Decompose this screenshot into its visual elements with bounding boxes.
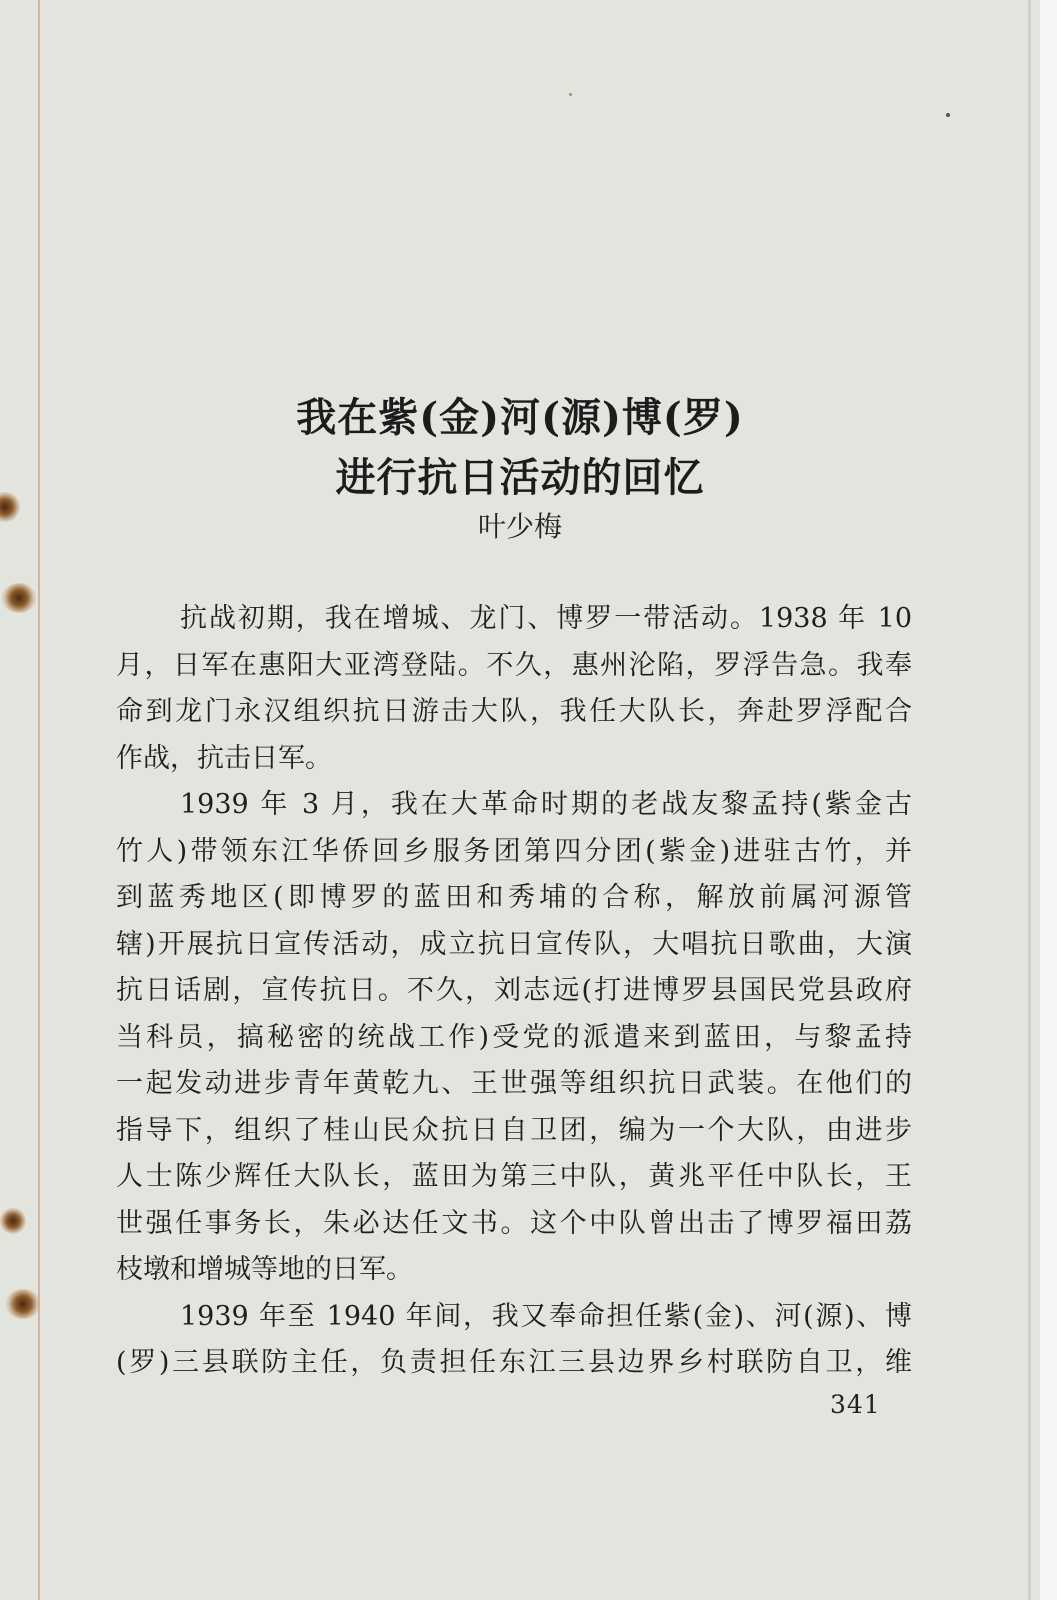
text-line: 枝墩和增城等地的日军。 — [116, 1254, 413, 1285]
author-name: 叶少梅 — [477, 510, 562, 543]
text-line: 当科员，搞秘密的统战工作)受党的派遣来到蓝田，与黎孟持 — [116, 1021, 912, 1053]
dust-speck — [569, 93, 572, 96]
page-number: 341 — [830, 1390, 881, 1419]
dust-speck — [946, 113, 950, 117]
text-line: 抗战初期，我在增城、龙门、博罗一带活动。1938 年 10 — [180, 603, 912, 634]
text-line: 1939 年 3 月，我在大革命时期的老战友黎孟持(紫金古 — [180, 789, 912, 820]
text-line: 指导下，组织了桂山民众抗日自卫团，编为一个大队，由进步 — [116, 1114, 912, 1146]
text-line: 辖)开展抗日宣传活动，成立抗日宣传队，大唱抗日歌曲，大演 — [116, 928, 912, 960]
text-line: 月，日军在惠阳大亚湾登陆。不久，惠州沦陷，罗浮告急。我奉 — [116, 649, 912, 681]
text-line: (罗)三县联防主任，负责担任东江三县边界乡村联防自卫，维 — [116, 1347, 912, 1378]
text-line: 一起发动进步青年黄乾九、王世强等组织抗日武装。在他们的 — [116, 1068, 912, 1099]
article-title-line-1: 我在紫(金)河(源)博(罗) — [296, 394, 744, 441]
page-edge — [1028, 0, 1031, 1600]
text-line: 世强任事务长，朱必达任文书。这个中队曾出击了博罗福田荔 — [116, 1207, 912, 1239]
text-line: 竹人)带领东江华侨回乡服务团第四分团(紫金)进驻古竹，并 — [116, 835, 912, 867]
text-line: 作战，抗击日军。 — [116, 742, 332, 774]
page-fold-line — [38, 0, 40, 1600]
text-line: 人士陈少辉任大队长，蓝田为第三中队，黄兆平任中队长，王 — [116, 1161, 912, 1192]
text-line: 抗日话剧，宣传抗日。不久，刘志远(打进博罗县国民党县政府 — [116, 975, 912, 1006]
scan-margin — [1040, 0, 1057, 1600]
paragraph — [116, 596, 912, 782]
burn-mark — [0, 1208, 26, 1234]
text-line: 1939 年至 1940 年间，我又奉命担任紫(金)、河(源)、博 — [180, 1300, 912, 1332]
article-body — [116, 596, 912, 1387]
paragraph — [116, 782, 912, 1294]
article-title-line-2: 进行抗日活动的回忆 — [335, 454, 705, 501]
text-line: 命到龙门永汉组织抗日游击大队，我任大队长，奔赴罗浮配合 — [116, 696, 912, 727]
burn-mark — [2, 583, 36, 613]
burn-mark — [6, 1289, 40, 1319]
text-line: 到蓝秀地区(即博罗的蓝田和秀埔的合称，解放前属河源管 — [116, 882, 912, 913]
paragraph — [116, 1294, 912, 1387]
